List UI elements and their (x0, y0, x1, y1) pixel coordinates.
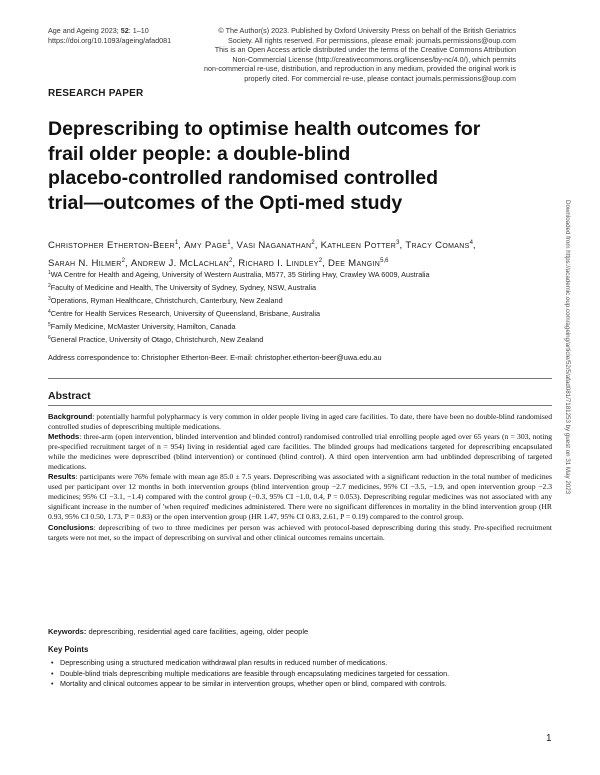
affiliation-ref: 2 (318, 257, 323, 264)
page-number: 1 (546, 733, 552, 744)
affiliation-number: 3 (48, 295, 51, 302)
article-title (48, 117, 548, 215)
section-text: : participants were 76% female with mean age 85.0 ± 7.5 years. Deprescribing was associated with a significant reduction in the total number of medicines used per participant over 12 months in both intervention groups (blind intervention group −2.7 medicines, 95% CI −3.5, −1.9, and open intervention group −2.3 medicines; 95% CI −3.1, −1.4) compared with the control group (−0.3, 95% CI −1.0, 0.4, P = 0.053). Deprescribing regular medicines was not associated with any significant increase in the number of 'when required' medicines administered. There were no significant differences in mortality in the blind intervention group (HR 0.93, 95% CI 0.50, 1.73, P = 0.83) or the open intervention group (HR 1.47, 95% CI 0.83, 2.61, P = 0.19) compared to the control group. (48, 472, 552, 522)
author-name[interactable]: Andrew J. McLachlan (130, 257, 229, 269)
section-label: Methods (48, 432, 80, 442)
key-points-list (48, 658, 552, 690)
author-name[interactable]: Sarah N. Hilmer (48, 257, 122, 269)
abstract-methods (48, 432, 552, 472)
affiliation-ref: 4 (469, 240, 473, 246)
affiliation (48, 268, 558, 281)
affiliation-ref: 2 (121, 257, 125, 264)
title-line: trial—outcomes of the Opti-med study (48, 191, 403, 214)
license-notice (190, 26, 516, 84)
download-note-text: Downloaded from https://academic.oup.com/ageing/article/52/5/afad081/7181253 by guest on 31 May 2023 (564, 200, 571, 495)
affiliation-number: 6 (48, 334, 51, 341)
affiliation (48, 333, 558, 346)
affiliation-text: WA Centre for Health and Ageing, University of Western Australia, M577, 35 Stirling Hwy, Crawley WA 6009, Australia (50, 270, 430, 279)
affiliation-number: 4 (48, 308, 51, 315)
journal-pages: : 1–10 (128, 26, 149, 35)
license-line: This is an Open Access article distributed under the terms of the Creative Commons Attribution (214, 45, 516, 55)
author-name[interactable]: Vasi Naganathan (236, 240, 312, 251)
title-line: frail older people: a double-blind (48, 142, 351, 165)
affiliation-text: Family Medicine, McMaster University, Hamilton, Canada (50, 321, 236, 331)
affiliation (48, 320, 558, 333)
author-name[interactable]: Tracy Comans (405, 240, 470, 251)
key-point: • Deprescribing using a structured medication withdrawal plan results in reduced number of medications. (48, 658, 552, 669)
affiliation (48, 281, 558, 294)
affiliation-ref: 2 (311, 240, 315, 246)
abstract-results (48, 472, 552, 522)
doi-link[interactable]: https://doi.org/10.1093/ageing/afad081 (48, 35, 172, 45)
affiliation-text: Operations, Ryman Healthcare, Christchurch, Canterbury, New Zealand (50, 295, 283, 305)
affiliation-number: 1 (48, 270, 51, 276)
divider (48, 405, 552, 406)
section-text: : potentially harmful polypharmacy is very common in older people living in aged care facilities. To date, there have been no double-blind randomised controlled studies of deprescribing multiple medications. (48, 412, 552, 432)
key-point: • Mortality and clinical outcomes appear to be similar in intervention groups, whether open or blind, compared with controls. (48, 679, 552, 690)
author-name[interactable]: Dee Mangin (328, 257, 381, 269)
affiliation-number: 5 (48, 321, 51, 328)
affiliation-text: Centre for Health Services Research, University of Queensland, Brisbane, Australia (50, 308, 321, 318)
license-line: properly cited. For commercial re-use, please contact journals.permissions@oup.com (244, 73, 516, 83)
key-point: • Double-blind trials deprescribing multiple medications are feasible through encapsulating medicines targeted for cessation. (48, 669, 552, 680)
affiliation (48, 294, 558, 307)
affiliation-ref: 3 (396, 240, 400, 246)
affiliation-ref: 1 (174, 240, 179, 246)
abstract-body (48, 412, 552, 543)
correspondence: Address correspondence to: Christopher Etherton-Beer. E-mail: christopher.etherton-beer@uwa.edu.au (48, 353, 382, 362)
section-label: Conclusions (48, 522, 94, 532)
affiliation-ref: 1 (227, 240, 231, 246)
keywords (48, 627, 552, 637)
license-line: Society. All rights reserved. For permissions, please email: journals.permissions@oup.com (228, 35, 516, 45)
download-note (563, 200, 571, 580)
title-line: placebo-controlled randomised controlled (48, 167, 439, 189)
key-points-heading: Key Points (48, 645, 89, 654)
divider (48, 378, 552, 379)
section-text: : three-arm (open intervention, blinded intervention and blinded control) randomised controlled trial enrolling people aged over 65 years (n = 303, noting pre-specified recruitment target of n = 954) living in residential aged care facilities. The blinded groups had medications targeted for deprescribing encapsulated while the medicines were deprescribed (blind intervention) or continued (blind control). A third open intervention arm had unblinded deprescribing of targeted medications. (48, 432, 552, 472)
affiliation-ref: 2 (229, 257, 233, 264)
affiliation (48, 307, 558, 320)
affiliation-text: General Practice, University of Otago, Christchurch, New Zealand (50, 334, 264, 344)
license-line: © The Author(s) 2023. Published by Oxford University Press on behalf of the British Geriatrics (218, 26, 516, 35)
author-list: Christopher Etherton-Beer$^1$, Amy Page$^1$, Vasi Naganathan$^2$, Kathleen Potter$^3$, Tracy Comans$^4$, Sarah N. Hilmer$^2$, Andrew J. McLachlan$^2$, Richard I. Lindley$^2$, Dee Mangin$^{5,6}$ (48, 240, 476, 269)
affiliation-list (48, 268, 558, 345)
abstract-background (48, 412, 552, 432)
license-line: Non-Commercial License (http://creativecommons.org/licenses/by-nc/4.0/), which permits (232, 54, 516, 64)
author-name[interactable]: Richard I. Lindley (238, 257, 319, 269)
article-type: RESEARCH PAPER (48, 88, 144, 99)
section-text: : deprescribing of two to three medicines per person was achieved with protocol-based deprescribing during this study. Pre-specified recruitment targets were not met, so the impact of deprescribing on survival and other clinical outcomes remains uncertain. (48, 522, 552, 542)
journal-volume: 52 (120, 26, 129, 35)
section-label: Background (48, 412, 93, 421)
affiliation-number: 2 (48, 282, 51, 289)
abstract-conclusions (48, 523, 552, 543)
section-label: Results (48, 472, 76, 482)
affiliation-ref: 5,6 (380, 257, 389, 264)
journal-citation (48, 26, 171, 45)
title-line: Deprescribing to optimise health outcomes for (48, 118, 481, 140)
affiliation-text: Faculty of Medicine and Health, The University of Sydney, Sydney, NSW, Australia (50, 282, 317, 292)
license-line: non-commercial re-use, distribution, and reproduction in any medium, provided the original work is (203, 64, 516, 74)
keywords-text: deprescribing, residential aged care facilities, ageing, older people (88, 627, 309, 636)
author-name[interactable]: Kathleen Potter (320, 240, 397, 251)
author-name[interactable]: Christopher Etherton-Beer (48, 240, 175, 251)
keywords-label: Keywords: (48, 627, 87, 636)
journal-name: Age and Ageing 2023; (48, 26, 119, 35)
author-name[interactable]: Amy Page (184, 240, 228, 251)
abstract-heading: Abstract (48, 390, 91, 402)
